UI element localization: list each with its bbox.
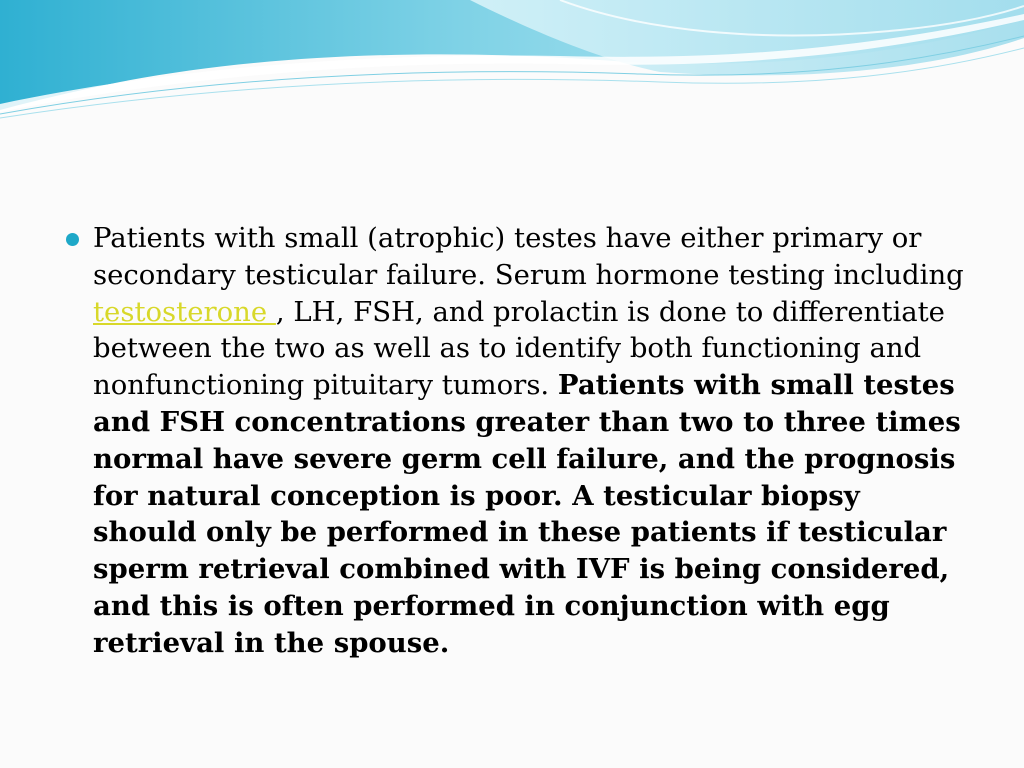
content-area bbox=[66, 220, 966, 662]
paragraph-bold-text: Patients with small testes and FSH concentrations greater than two to three times normal have severe germ cell failure, and the prognosis for natural conception is poor. A testicular biopsy should only be performed in these patients if testicular sperm retrieval combined with IVF is being considered, and this is often performed in conjunction with egg retrieval in the spouse. bbox=[93, 369, 961, 659]
testosterone-link[interactable]: testosterone bbox=[93, 295, 276, 328]
bullet-paragraph bbox=[66, 220, 966, 662]
paragraph-text-part2: , LH, FSH, and prolactin is done to differentiate between the two as well as to identify both functioning and nonfunctioning pituitary tumors. bbox=[93, 295, 945, 402]
paragraph-text-part1: Patients with small (atrophic) testes have either primary or secondary testicular failure. Serum hormone testing including bbox=[93, 222, 964, 291]
bullet-dot-icon bbox=[66, 233, 79, 246]
header-wave-decoration bbox=[0, 0, 1024, 130]
